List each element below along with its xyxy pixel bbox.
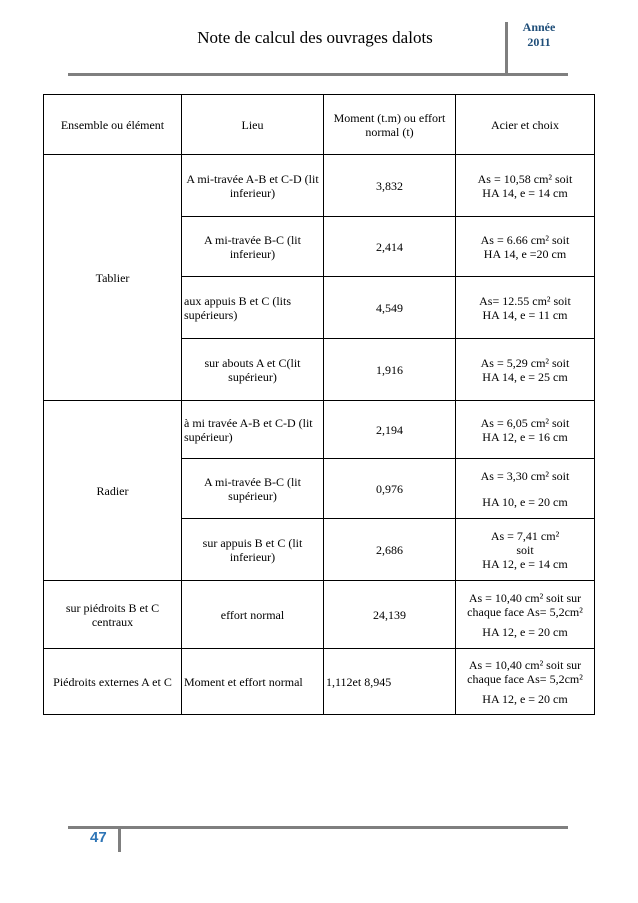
header-rule	[68, 73, 568, 76]
header-lieu: Lieu	[182, 95, 324, 155]
header-year-block	[510, 20, 568, 50]
lieu-cell: aux appuis B et C (lits supérieurs)	[182, 277, 324, 339]
acier-cell	[456, 339, 595, 401]
lieu-cell: A mi-travée B-C (lit inferieur)	[182, 217, 324, 277]
acier-choice: HA 12, e = 16 cm	[482, 429, 568, 444]
moment-cell: 2,686	[324, 519, 456, 581]
footer-rule	[68, 826, 568, 829]
group-piedroits-externes: Piédroits externes A et C	[44, 649, 182, 715]
acier-cell	[456, 459, 595, 519]
lieu-cell: Moment et effort normal	[182, 649, 324, 715]
lieu-cell: sur abouts A et C(lit supérieur)	[182, 339, 324, 401]
reinforcement-table	[43, 94, 595, 715]
page-number: 47	[90, 829, 107, 846]
acier-cell	[456, 155, 595, 217]
acier-area: As = 6,05 cm² soit	[480, 415, 570, 430]
moment-cell: 2,414	[324, 217, 456, 277]
acier-choice: HA 12, e = 20 cm	[482, 624, 568, 639]
group-tablier: Tablier	[44, 155, 182, 401]
moment-cell: 3,832	[324, 155, 456, 217]
lieu-cell: à mi travée A-B et C-D (lit supérieur)	[182, 401, 324, 459]
acier-choice: HA 14, e = 14 cm	[482, 185, 568, 200]
moment-cell: 1,112et 8,945	[324, 649, 456, 715]
acier-area: As = 10,40 cm² soit sur chaque face As= 5,2cm²	[467, 590, 583, 619]
header-element: Ensemble ou élément	[44, 95, 182, 155]
acier-soit: soit	[516, 542, 534, 557]
group-piedroits-centraux: sur piédroits B et C centraux	[44, 581, 182, 649]
moment-cell: 24,139	[324, 581, 456, 649]
group-radier: Radier	[44, 401, 182, 581]
acier-choice: HA 14, e = 25 cm	[482, 369, 568, 384]
lieu-cell: A mi-travée B-C (lit supérieur)	[182, 459, 324, 519]
acier-choice: HA 10, e = 20 cm	[482, 494, 568, 509]
acier-choice: HA 14, e =20 cm	[483, 246, 567, 261]
lieu-cell: effort normal	[182, 581, 324, 649]
acier-cell	[456, 519, 595, 581]
lieu-cell: A mi-travée A-B et C-D (lit inferieur)	[182, 155, 324, 217]
moment-cell: 1,916	[324, 339, 456, 401]
acier-area: As = 5,29 cm² soit	[480, 355, 570, 370]
moment-cell: 2,194	[324, 401, 456, 459]
table-row	[44, 155, 595, 217]
table-row	[44, 401, 595, 459]
header-moment: Moment (t.m) ou effort normal (t)	[324, 95, 456, 155]
acier-area: As = 7,41 cm²	[490, 528, 560, 543]
acier-cell	[456, 649, 595, 715]
lieu-cell: sur appuis B et C (lit inferieur)	[182, 519, 324, 581]
acier-area: As = 10,40 cm² soit sur chaque face As= 5,2cm²	[467, 657, 583, 686]
acier-cell	[456, 277, 595, 339]
acier-choice: HA 12, e = 20 cm	[482, 691, 568, 706]
table-row	[44, 581, 595, 649]
acier-choice: HA 12, e = 14 cm	[482, 556, 568, 571]
document-title: Note de calcul des ouvrages dalots	[197, 28, 433, 47]
acier-area: As= 12.55 cm² soit	[479, 293, 571, 308]
header-acier: Acier et choix	[456, 95, 595, 155]
acier-cell	[456, 581, 595, 649]
moment-cell: 4,549	[324, 277, 456, 339]
acier-area: As = 6.66 cm² soit	[480, 232, 570, 247]
acier-cell	[456, 401, 595, 459]
header-divider	[505, 22, 508, 74]
acier-cell	[456, 217, 595, 277]
acier-area: As = 3,30 cm² soit	[480, 468, 570, 483]
table-row	[44, 649, 595, 715]
year-value: 2011	[527, 35, 551, 49]
table-header-row	[44, 95, 595, 155]
moment-cell: 0,976	[324, 459, 456, 519]
acier-area: As = 10,58 cm² soit	[477, 171, 573, 186]
acier-choice: HA 14, e = 11 cm	[482, 307, 568, 322]
year-label: Année	[522, 20, 556, 34]
footer-divider	[118, 826, 121, 852]
